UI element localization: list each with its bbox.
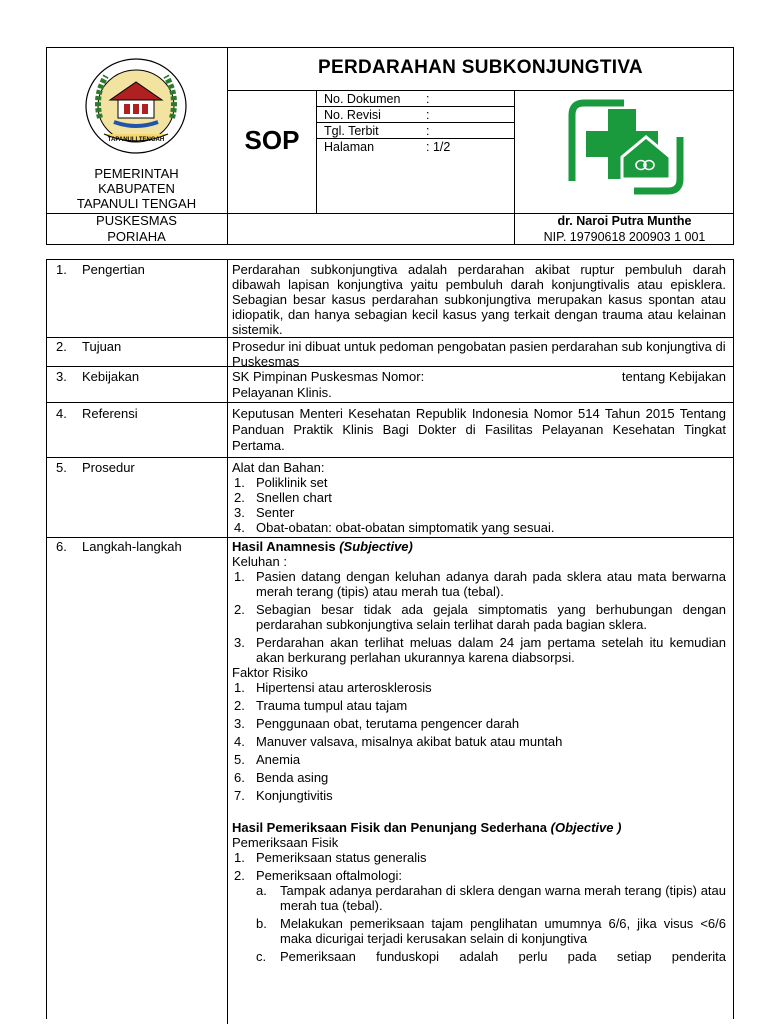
list-number: 1. [234, 475, 245, 490]
list-item [232, 752, 726, 767]
list-text: Pemeriksaan status generalis [256, 850, 427, 865]
list-item [232, 475, 726, 490]
regency-emblem [80, 56, 192, 160]
row-number: 4. [56, 406, 67, 421]
row-label: Referensi [82, 406, 138, 421]
pkm-line-1: PUSKESMAS [96, 213, 177, 228]
list-item [232, 569, 726, 599]
puskesmas-logo [564, 95, 688, 199]
table-column-divider [227, 259, 228, 1024]
kebijakan-pelayanan: Pelayanan Klinis. [232, 385, 332, 400]
list-number: 5. [234, 752, 245, 767]
list-text: Hipertensi atau arterosklerosis [256, 680, 432, 695]
meta-value: : [426, 92, 430, 106]
list-item [232, 788, 726, 803]
list-item [232, 635, 726, 665]
row-number: 2. [56, 339, 67, 354]
list-letter: b. [256, 916, 267, 931]
table-row-divider [46, 402, 734, 403]
row-number: 1. [56, 262, 67, 277]
gov-line-3: TAPANULI TENGAH [76, 196, 197, 211]
list-number: 4. [234, 734, 245, 749]
heading-italic: (Objective ) [550, 820, 622, 835]
heading-italic: (Subjective) [339, 539, 413, 554]
list-text: Melakukan pemeriksaan tajam penglihatan umumnya 6/6, jika visus <6/6 maka dicurigai terjadi kerusakan selain di konjungtiva [280, 916, 726, 946]
row-number: 5. [56, 460, 67, 475]
sub-list-item [232, 883, 726, 913]
kebijakan-tentang: tentang Kebijakan [621, 369, 726, 384]
list-item [232, 602, 726, 632]
list-item [232, 505, 726, 520]
header-divider [316, 90, 317, 213]
list-item [232, 868, 726, 883]
list-text: Pemeriksaan oftalmologi: [256, 868, 402, 883]
langkah-content [232, 539, 726, 964]
list-number: 1. [234, 680, 245, 695]
header-divider [514, 90, 515, 245]
meta-page [324, 141, 450, 154]
list-number: 1. [234, 569, 245, 584]
meta-doc-number [324, 93, 429, 106]
gov-line-1: PEMERINTAH [94, 166, 179, 181]
list-number: 3. [234, 505, 245, 520]
list-text: Anemia [256, 752, 301, 767]
list-text: Perdarahan akan terlihat meluas dalam 24 jam pertama setelah itu kemudian akan berkurang perlahan ukurannya karena diabsorpsi. [256, 635, 726, 665]
meta-value: : 1/2 [426, 140, 451, 154]
pemeriksaan-label: Pemeriksaan Fisik [232, 835, 339, 850]
meta-label: Tgl. Terbit [324, 124, 379, 138]
row-number: 3. [56, 369, 67, 384]
meta-revision [324, 109, 429, 122]
list-text: Poliklinik set [256, 475, 328, 490]
pengertian-text: Perdarahan subkonjungtiva adalah perdarahan akibat ruptur pembuluh darah dibawah lapisan konjungtiva yaitu pembuluh darah konjungtivalis atau episklera. Sebagian besar kasus perdarahan subkonjungtiva merupakan kasus spontan atau idiopatik, dan hanya sebagian kecil kasus yang terkait dengan trauma atau kelainan sistemik. [232, 262, 726, 337]
heading-text: Hasil Anamnesis [232, 539, 340, 554]
list-text: Obat-obatan: obat-obatan simptomatik yang sesuai. [256, 520, 555, 535]
list-number: 2. [234, 602, 245, 617]
list-item [232, 698, 726, 713]
list-number: 2. [234, 490, 245, 505]
table-row-divider [46, 537, 734, 538]
list-text: Tampak adanya perdarahan di sklera dengan warna merah terang (tipis) atau merah tua (tebal). [280, 883, 726, 913]
row-number: 6. [56, 539, 67, 554]
list-letter: a. [256, 883, 267, 898]
faktor-label: Faktor Risiko [232, 665, 308, 680]
meta-label: No. Revisi [324, 108, 381, 122]
list-item [232, 850, 726, 865]
list-number: 3. [234, 716, 245, 731]
list-item [232, 770, 726, 785]
table-row-divider [46, 457, 734, 458]
meta-issue-date [324, 125, 429, 138]
header-divider [227, 90, 734, 91]
list-number: 2. [234, 698, 245, 713]
meta-label: No. Dokumen [324, 92, 401, 106]
signer-name: dr. Naroi Putra Munthe [557, 214, 692, 228]
row-label: Prosedur [82, 460, 135, 475]
objective-heading [232, 820, 726, 835]
header-divider [316, 122, 514, 123]
row-label: Kebijakan [82, 369, 140, 384]
meta-value: : [426, 108, 430, 122]
list-text: Konjungtivitis [256, 788, 333, 803]
list-text: Senter [256, 505, 295, 520]
list-text: Manuver valsava, misalnya akibat batuk atau muntah [256, 734, 563, 749]
pkm-line-2: PORIAHA [107, 229, 166, 244]
tujuan-text: Prosedur ini dibuat untuk pedoman pengobatan pasien perdarahan sub konjungtiva di Puskesmas [232, 339, 726, 369]
prosedur-content [232, 460, 726, 535]
emblem-ribbon-text: TAPANULI TENGAH [107, 137, 165, 143]
list-number: 2. [234, 868, 245, 883]
heading-text: Hasil Pemeriksaan Fisik dan Penunjang Sederhana [232, 820, 551, 835]
signer-nip: NIP. 19790618 200903 1 001 [543, 230, 706, 244]
list-text: Pasien datang dengan keluhan adanya darah pada sklera atau mata berwarna merah terang (tipis) atau merah tua (tebal). [256, 569, 726, 599]
row-label: Tujuan [82, 339, 122, 354]
header-divider [316, 106, 514, 107]
header-divider [316, 138, 514, 139]
list-number: 7. [234, 788, 245, 803]
sub-list-item [232, 916, 726, 946]
kebijakan-sk: SK Pimpinan Puskesmas Nomor: [232, 369, 425, 384]
sub-list-item [232, 949, 726, 964]
kebijakan-text [232, 369, 726, 401]
list-number: 3. [234, 635, 245, 650]
gov-line-2: KABUPATEN [98, 181, 175, 196]
list-text: Sebagian besar tidak ada gejala simptomatis yang berhubungan dengan perdarahan subkonjungtiva selain terlihat darah pada bagian sklera. [256, 602, 726, 632]
list-text: Pemeriksaan funduskopi adalah perlu pada setiap penderita [280, 949, 726, 964]
list-number: 6. [234, 770, 245, 785]
row-label: Pengertian [82, 262, 145, 277]
list-item [232, 680, 726, 695]
list-item [232, 734, 726, 749]
table-row-divider [46, 337, 734, 338]
list-item [232, 490, 726, 505]
meta-label: Halaman [324, 140, 375, 154]
list-letter: c. [256, 949, 267, 964]
document-title: PERDARAHAN SUBKONJUNGTIVA [318, 57, 643, 78]
list-item [232, 520, 726, 535]
row-label: Langkah-langkah [82, 539, 182, 554]
sop-label: SOP [244, 125, 300, 155]
list-text: Benda asing [256, 770, 329, 785]
list-text: Snellen chart [256, 490, 332, 505]
list-item [232, 716, 726, 731]
referensi-text: Keputusan Menteri Kesehatan Republik Indonesia Nomor 514 Tahun 2015 Tentang Panduan Praktik Klinis Bagi Dokter di Fasilitas Pelayanan Kesehatan Tingkat Pertama. [232, 406, 726, 453]
list-number: 4. [234, 520, 245, 535]
list-number: 1. [234, 850, 245, 865]
keluhan-label: Keluhan : [232, 554, 287, 569]
anamnesis-heading [232, 539, 726, 554]
meta-value: : [426, 124, 430, 138]
list-text: Penggunaan obat, terutama pengencer darah [256, 716, 520, 731]
prosedur-intro: Alat dan Bahan: [232, 460, 325, 475]
list-text: Trauma tumpul atau tajam [256, 698, 408, 713]
